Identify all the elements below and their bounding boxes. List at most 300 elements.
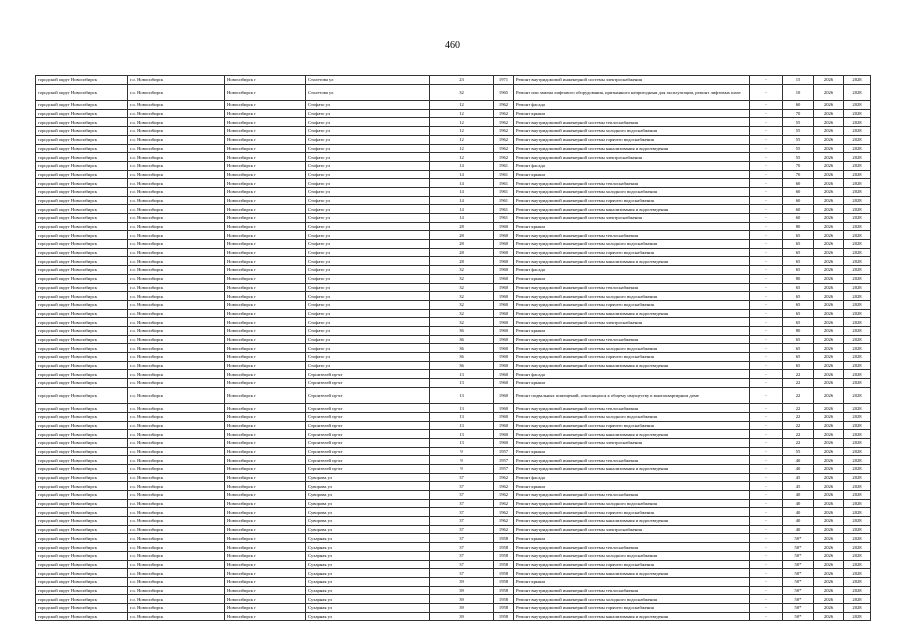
start-year-cell: 2026 bbox=[814, 196, 844, 205]
year-built-cell: 1962 bbox=[494, 473, 514, 482]
start-year-cell: 2026 bbox=[814, 447, 844, 456]
street-cell: Суворова ул bbox=[306, 517, 430, 526]
cost-cell: 15 bbox=[783, 76, 814, 85]
city-cell: Новосибирск г bbox=[225, 361, 306, 370]
start-year-cell: 2026 bbox=[814, 438, 844, 447]
work-type-cell: Ремонт крыши bbox=[514, 379, 750, 388]
work-type-cell: Ремонт внутридомовой инженерной системы электроснабжения bbox=[514, 438, 750, 447]
end-year-cell: 2028 bbox=[844, 577, 871, 586]
street-cell: Стофато ул bbox=[306, 240, 430, 249]
table-row bbox=[36, 491, 871, 500]
street-cell: Стофато ул bbox=[306, 257, 430, 266]
district-cell: г.о. Новосибирск bbox=[128, 144, 225, 153]
municipality-cell: городской округ Новосибирск bbox=[36, 595, 128, 604]
cost-cell: 10 bbox=[783, 84, 814, 100]
dash-cell: - bbox=[750, 283, 783, 292]
cost-cell: 65 bbox=[783, 283, 814, 292]
cost-cell: 70 bbox=[783, 109, 814, 118]
municipality-cell: городской округ Новосибирск bbox=[36, 370, 128, 379]
year-built-cell: 1965 bbox=[494, 84, 514, 100]
year-built-cell: 1962 bbox=[494, 118, 514, 127]
street-cell: Сухарная ул bbox=[306, 612, 430, 621]
dash-cell: - bbox=[750, 438, 783, 447]
start-year-cell: 2026 bbox=[814, 274, 844, 283]
dash-cell: - bbox=[750, 525, 783, 534]
end-year-cell: 2028 bbox=[844, 109, 871, 118]
city-cell: Новосибирск г bbox=[225, 612, 306, 621]
dash-cell: - bbox=[750, 118, 783, 127]
house-number-cell: 28 bbox=[430, 222, 494, 231]
municipality-cell: городской округ Новосибирск bbox=[36, 517, 128, 526]
street-cell: Стофато ул bbox=[306, 109, 430, 118]
district-cell: г.о. Новосибирск bbox=[128, 101, 225, 110]
house-number-cell: 14 bbox=[430, 196, 494, 205]
city-cell: Новосибирск г bbox=[225, 161, 306, 170]
cost-cell: 40 bbox=[783, 464, 814, 473]
city-cell: Новосибирск г bbox=[225, 387, 306, 403]
city-cell: Новосибирск г bbox=[225, 603, 306, 612]
work-type-cell: Ремонт фасада bbox=[514, 266, 750, 275]
house-number-cell: 28 bbox=[430, 240, 494, 249]
end-year-cell: 2028 bbox=[844, 144, 871, 153]
cost-cell: 22 bbox=[783, 430, 814, 439]
street-cell: Строителей пр-кт bbox=[306, 456, 430, 465]
cost-cell: 60 bbox=[783, 187, 814, 196]
start-year-cell: 2026 bbox=[814, 456, 844, 465]
city-cell: Новосибирск г bbox=[225, 248, 306, 257]
cost-cell: 22 bbox=[783, 421, 814, 430]
table-row bbox=[36, 248, 871, 257]
city-cell: Новосибирск г bbox=[225, 508, 306, 517]
street-cell: Строителей пр-кт bbox=[306, 404, 430, 413]
end-year-cell: 2028 bbox=[844, 153, 871, 162]
municipality-cell: городской округ Новосибирск bbox=[36, 603, 128, 612]
city-cell: Новосибирск г bbox=[225, 379, 306, 388]
dash-cell: - bbox=[750, 231, 783, 240]
work-type-cell: Ремонт внутридомовой инженерной системы холодного водоснабжения bbox=[514, 412, 750, 421]
cost-cell: 22 bbox=[783, 370, 814, 379]
municipality-cell: городской округ Новосибирск bbox=[36, 438, 128, 447]
year-built-cell: 1962 bbox=[494, 499, 514, 508]
end-year-cell: 2028 bbox=[844, 161, 871, 170]
district-cell: г.о. Новосибирск bbox=[128, 464, 225, 473]
house-number-cell: 9 bbox=[430, 447, 494, 456]
municipality-cell: городской округ Новосибирск bbox=[36, 456, 128, 465]
street-cell: Столетова ул bbox=[306, 76, 430, 85]
city-cell: Новосибирск г bbox=[225, 499, 306, 508]
district-cell: г.о. Новосибирск bbox=[128, 560, 225, 569]
year-built-cell: 1960 bbox=[494, 344, 514, 353]
city-cell: Новосибирск г bbox=[225, 187, 306, 196]
house-number-cell: 37 bbox=[430, 543, 494, 552]
district-cell: г.о. Новосибирск bbox=[128, 196, 225, 205]
start-year-cell: 2026 bbox=[814, 379, 844, 388]
street-cell: Стофато ул bbox=[306, 161, 430, 170]
year-built-cell: 1960 bbox=[494, 222, 514, 231]
start-year-cell: 2026 bbox=[814, 283, 844, 292]
start-year-cell: 2026 bbox=[814, 144, 844, 153]
street-cell: Сухарная ул bbox=[306, 543, 430, 552]
city-cell: Новосибирск г bbox=[225, 586, 306, 595]
work-type-cell: Ремонт внутридомовой инженерной системы канализования и водоотведения bbox=[514, 361, 750, 370]
dash-cell: - bbox=[750, 456, 783, 465]
district-cell: г.о. Новосибирск bbox=[128, 266, 225, 275]
dash-cell: - bbox=[750, 248, 783, 257]
district-cell: г.о. Новосибирск bbox=[128, 118, 225, 127]
cost-cell: 50* bbox=[783, 595, 814, 604]
table-row bbox=[36, 361, 871, 370]
city-cell: Новосибирск г bbox=[225, 404, 306, 413]
year-built-cell: 1958 bbox=[494, 560, 514, 569]
end-year-cell: 2028 bbox=[844, 240, 871, 249]
house-number-cell: 36 bbox=[430, 335, 494, 344]
municipality-cell: городской округ Новосибирск bbox=[36, 153, 128, 162]
start-year-cell: 2026 bbox=[814, 318, 844, 327]
district-cell: г.о. Новосибирск bbox=[128, 612, 225, 621]
start-year-cell: 2026 bbox=[814, 84, 844, 100]
work-type-cell: Ремонт внутридомовой инженерной системы горячего водоснабжения bbox=[514, 353, 750, 362]
end-year-cell: 2028 bbox=[844, 309, 871, 318]
end-year-cell: 2028 bbox=[844, 326, 871, 335]
municipality-cell: городской округ Новосибирск bbox=[36, 447, 128, 456]
municipality-cell: городской округ Новосибирск bbox=[36, 187, 128, 196]
city-cell: Новосибирск г bbox=[225, 344, 306, 353]
start-year-cell: 2026 bbox=[814, 266, 844, 275]
city-cell: Новосибирск г bbox=[225, 240, 306, 249]
house-number-cell: 32 bbox=[430, 84, 494, 100]
district-cell: г.о. Новосибирск bbox=[128, 240, 225, 249]
year-built-cell: 1960 bbox=[494, 274, 514, 283]
municipality-cell: городской округ Новосибирск bbox=[36, 412, 128, 421]
municipality-cell: городской округ Новосибирск bbox=[36, 161, 128, 170]
house-number-cell: 13 bbox=[430, 438, 494, 447]
municipality-cell: городской округ Новосибирск bbox=[36, 240, 128, 249]
work-type-cell: Ремонт внутридомовой инженерной системы электроснабжения bbox=[514, 318, 750, 327]
work-type-cell: Ремонт внутридомовой инженерной системы теплоснабжения bbox=[514, 586, 750, 595]
municipality-cell: городской округ Новосибирск bbox=[36, 612, 128, 621]
street-cell: Строителей пр-кт bbox=[306, 379, 430, 388]
city-cell: Новосибирск г bbox=[225, 318, 306, 327]
municipality-cell: городской округ Новосибирск bbox=[36, 257, 128, 266]
city-cell: Новосибирск г bbox=[225, 543, 306, 552]
table-row bbox=[36, 222, 871, 231]
street-cell: Суворова ул bbox=[306, 473, 430, 482]
cost-cell: 50* bbox=[783, 577, 814, 586]
house-number-cell: 14 bbox=[430, 187, 494, 196]
work-type-cell: Ремонт крыши bbox=[514, 170, 750, 179]
street-cell: Суворова ул bbox=[306, 499, 430, 508]
table-row bbox=[36, 300, 871, 309]
dash-cell: - bbox=[750, 214, 783, 223]
year-built-cell: 1958 bbox=[494, 595, 514, 604]
district-cell: г.о. Новосибирск bbox=[128, 84, 225, 100]
year-built-cell: 1962 bbox=[494, 491, 514, 500]
work-type-cell: Ремонт внутридомовой инженерной системы канализования и водоотведения bbox=[514, 205, 750, 214]
municipality-cell: городской округ Новосибирск bbox=[36, 101, 128, 110]
house-number-cell: 37 bbox=[430, 560, 494, 569]
table-row bbox=[36, 153, 871, 162]
year-built-cell: 1962 bbox=[494, 153, 514, 162]
house-number-cell: 37 bbox=[430, 525, 494, 534]
cost-cell: 65 bbox=[783, 266, 814, 275]
house-number-cell: 37 bbox=[430, 551, 494, 560]
district-cell: г.о. Новосибирск bbox=[128, 109, 225, 118]
start-year-cell: 2026 bbox=[814, 387, 844, 403]
city-cell: Новосибирск г bbox=[225, 222, 306, 231]
municipality-cell: городской округ Новосибирск bbox=[36, 421, 128, 430]
dash-cell: - bbox=[750, 534, 783, 543]
district-cell: г.о. Новосибирск bbox=[128, 551, 225, 560]
start-year-cell: 2026 bbox=[814, 205, 844, 214]
end-year-cell: 2028 bbox=[844, 179, 871, 188]
table-row bbox=[36, 196, 871, 205]
table-row bbox=[36, 283, 871, 292]
street-cell: Стофато ул bbox=[306, 179, 430, 188]
table-row bbox=[36, 161, 871, 170]
district-cell: г.о. Новосибирск bbox=[128, 274, 225, 283]
street-cell: Строителей пр-кт bbox=[306, 387, 430, 403]
year-built-cell: 1962 bbox=[494, 517, 514, 526]
municipality-cell: городской округ Новосибирск bbox=[36, 560, 128, 569]
house-number-cell: 39 bbox=[430, 595, 494, 604]
year-built-cell: 1960 bbox=[494, 309, 514, 318]
year-built-cell: 1960 bbox=[494, 438, 514, 447]
street-cell: Строителей пр-кт bbox=[306, 464, 430, 473]
house-number-cell: 13 bbox=[430, 370, 494, 379]
dash-cell: - bbox=[750, 464, 783, 473]
dash-cell: - bbox=[750, 569, 783, 578]
district-cell: г.о. Новосибирск bbox=[128, 499, 225, 508]
municipality-cell: городской округ Новосибирск bbox=[36, 508, 128, 517]
start-year-cell: 2026 bbox=[814, 569, 844, 578]
cost-cell: 80 bbox=[783, 274, 814, 283]
city-cell: Новосибирск г bbox=[225, 300, 306, 309]
district-cell: г.о. Новосибирск bbox=[128, 318, 225, 327]
start-year-cell: 2026 bbox=[814, 517, 844, 526]
table-row bbox=[36, 84, 871, 100]
table-row bbox=[36, 144, 871, 153]
city-cell: Новосибирск г bbox=[225, 144, 306, 153]
house-number-cell: 32 bbox=[430, 266, 494, 275]
municipality-cell: городской округ Новосибирск bbox=[36, 300, 128, 309]
municipality-cell: городской округ Новосибирск bbox=[36, 309, 128, 318]
table-row bbox=[36, 318, 871, 327]
start-year-cell: 2026 bbox=[814, 586, 844, 595]
city-cell: Новосибирск г bbox=[225, 577, 306, 586]
end-year-cell: 2028 bbox=[844, 353, 871, 362]
end-year-cell: 2028 bbox=[844, 560, 871, 569]
street-cell: Строителей пр-кт bbox=[306, 421, 430, 430]
dash-cell: - bbox=[750, 473, 783, 482]
dash-cell: - bbox=[750, 543, 783, 552]
year-built-cell: 1958 bbox=[494, 586, 514, 595]
table-row bbox=[36, 508, 871, 517]
table-row bbox=[36, 551, 871, 560]
district-cell: г.о. Новосибирск bbox=[128, 361, 225, 370]
municipality-cell: городской округ Новосибирск bbox=[36, 482, 128, 491]
street-cell: Сухарная ул bbox=[306, 586, 430, 595]
start-year-cell: 2026 bbox=[814, 231, 844, 240]
district-cell: г.о. Новосибирск bbox=[128, 283, 225, 292]
municipality-cell: городской округ Новосибирск bbox=[36, 344, 128, 353]
dash-cell: - bbox=[750, 430, 783, 439]
cost-cell: 65 bbox=[783, 257, 814, 266]
year-built-cell: 1962 bbox=[494, 144, 514, 153]
city-cell: Новосибирск г bbox=[225, 274, 306, 283]
cost-cell: 60 bbox=[783, 101, 814, 110]
work-type-cell: Ремонт крыши bbox=[514, 326, 750, 335]
dash-cell: - bbox=[750, 109, 783, 118]
end-year-cell: 2028 bbox=[844, 84, 871, 100]
cost-cell: 45 bbox=[783, 482, 814, 491]
work-type-cell: Ремонт внутридомовой инженерной системы теплоснабжения bbox=[514, 404, 750, 413]
end-year-cell: 2028 bbox=[844, 300, 871, 309]
city-cell: Новосибирск г bbox=[225, 84, 306, 100]
start-year-cell: 2026 bbox=[814, 421, 844, 430]
municipality-cell: городской округ Новосибирск bbox=[36, 292, 128, 301]
work-type-cell: Ремонт внутридомовой инженерной системы теплоснабжения bbox=[514, 118, 750, 127]
start-year-cell: 2026 bbox=[814, 187, 844, 196]
year-built-cell: 1962 bbox=[494, 482, 514, 491]
city-cell: Новосибирск г bbox=[225, 326, 306, 335]
district-cell: г.о. Новосибирск bbox=[128, 231, 225, 240]
dash-cell: - bbox=[750, 491, 783, 500]
table-row bbox=[36, 482, 871, 491]
table-row bbox=[36, 577, 871, 586]
street-cell: Стофато ул bbox=[306, 318, 430, 327]
municipality-cell: городской округ Новосибирск bbox=[36, 577, 128, 586]
dash-cell: - bbox=[750, 353, 783, 362]
table-row bbox=[36, 326, 871, 335]
street-cell: Стофато ул bbox=[306, 153, 430, 162]
municipality-cell: городской округ Новосибирск bbox=[36, 387, 128, 403]
municipality-cell: городской округ Новосибирск bbox=[36, 283, 128, 292]
end-year-cell: 2028 bbox=[844, 525, 871, 534]
municipality-cell: городской округ Новосибирск bbox=[36, 118, 128, 127]
work-type-cell: Ремонт внутридомовой инженерной системы холодного водоснабжения bbox=[514, 240, 750, 249]
work-type-cell: Ремонт подвальных помещений, относящихся к общему имуществу в многоквартирном доме bbox=[514, 387, 750, 403]
year-built-cell: 1961 bbox=[494, 179, 514, 188]
district-cell: г.о. Новосибирск bbox=[128, 179, 225, 188]
cost-cell: 65 bbox=[783, 300, 814, 309]
start-year-cell: 2026 bbox=[814, 525, 844, 534]
work-type-cell: Ремонт внутридомовой инженерной системы теплоснабжения bbox=[514, 543, 750, 552]
municipality-cell: городской округ Новосибирск bbox=[36, 76, 128, 85]
table-row bbox=[36, 438, 871, 447]
year-built-cell: 1960 bbox=[494, 257, 514, 266]
cost-cell: 70 bbox=[783, 161, 814, 170]
end-year-cell: 2028 bbox=[844, 387, 871, 403]
district-cell: г.о. Новосибирск bbox=[128, 412, 225, 421]
cost-cell: 60 bbox=[783, 179, 814, 188]
year-built-cell: 1960 bbox=[494, 240, 514, 249]
street-cell: Стофато ул bbox=[306, 266, 430, 275]
city-cell: Новосибирск г bbox=[225, 205, 306, 214]
end-year-cell: 2028 bbox=[844, 344, 871, 353]
dash-cell: - bbox=[750, 551, 783, 560]
work-type-cell: Ремонт крыши bbox=[514, 534, 750, 543]
dash-cell: - bbox=[750, 300, 783, 309]
year-built-cell: 1960 bbox=[494, 370, 514, 379]
start-year-cell: 2026 bbox=[814, 300, 844, 309]
street-cell: Стофато ул bbox=[306, 248, 430, 257]
start-year-cell: 2026 bbox=[814, 491, 844, 500]
municipality-cell: городской округ Новосибирск bbox=[36, 274, 128, 283]
municipality-cell: городской округ Новосибирск bbox=[36, 326, 128, 335]
work-type-cell: Ремонт внутридомовой инженерной системы теплоснабжения bbox=[514, 283, 750, 292]
table-row bbox=[36, 76, 871, 85]
start-year-cell: 2026 bbox=[814, 127, 844, 136]
house-number-cell: 13 bbox=[430, 412, 494, 421]
dash-cell: - bbox=[750, 482, 783, 491]
start-year-cell: 2026 bbox=[814, 430, 844, 439]
street-cell: Стофато ул bbox=[306, 127, 430, 136]
dash-cell: - bbox=[750, 326, 783, 335]
start-year-cell: 2026 bbox=[814, 560, 844, 569]
year-built-cell: 1958 bbox=[494, 612, 514, 621]
start-year-cell: 2026 bbox=[814, 595, 844, 604]
street-cell: Стофато ул bbox=[306, 222, 430, 231]
work-type-cell: Ремонт внутридомовой инженерной системы горячего водоснабжения bbox=[514, 196, 750, 205]
work-type-cell: Ремонт внутридомовой инженерной системы горячего водоснабжения bbox=[514, 421, 750, 430]
work-type-cell: Ремонт внутридомовой инженерной системы теплоснабжения bbox=[514, 456, 750, 465]
city-cell: Новосибирск г bbox=[225, 525, 306, 534]
district-cell: г.о. Новосибирск bbox=[128, 257, 225, 266]
house-number-cell: 12 bbox=[430, 109, 494, 118]
cost-cell: 65 bbox=[783, 353, 814, 362]
city-cell: Новосибирск г bbox=[225, 170, 306, 179]
house-number-cell: 36 bbox=[430, 361, 494, 370]
year-built-cell: 1962 bbox=[494, 101, 514, 110]
city-cell: Новосибирск г bbox=[225, 109, 306, 118]
year-built-cell: 1960 bbox=[494, 231, 514, 240]
year-built-cell: 1958 bbox=[494, 603, 514, 612]
district-cell: г.о. Новосибирск bbox=[128, 517, 225, 526]
city-cell: Новосибирск г bbox=[225, 447, 306, 456]
municipality-cell: городской округ Новосибирск bbox=[36, 84, 128, 100]
district-cell: г.о. Новосибирск bbox=[128, 482, 225, 491]
house-number-cell: 13 bbox=[430, 421, 494, 430]
end-year-cell: 2028 bbox=[844, 257, 871, 266]
dash-cell: - bbox=[750, 179, 783, 188]
municipality-cell: городской округ Новосибирск bbox=[36, 266, 128, 275]
work-type-cell: Ремонт крыши bbox=[514, 482, 750, 491]
table-row bbox=[36, 109, 871, 118]
district-cell: г.о. Новосибирск bbox=[128, 456, 225, 465]
end-year-cell: 2028 bbox=[844, 101, 871, 110]
street-cell: Стофато ул bbox=[306, 187, 430, 196]
work-type-cell: Ремонт крыши bbox=[514, 274, 750, 283]
table-row bbox=[36, 274, 871, 283]
district-cell: г.о. Новосибирск bbox=[128, 153, 225, 162]
year-built-cell: 1961 bbox=[494, 170, 514, 179]
house-number-cell: 39 bbox=[430, 612, 494, 621]
municipality-cell: городской округ Новосибирск bbox=[36, 499, 128, 508]
dash-cell: - bbox=[750, 135, 783, 144]
cost-cell: 80 bbox=[783, 222, 814, 231]
end-year-cell: 2028 bbox=[844, 473, 871, 482]
street-cell: Суворова ул bbox=[306, 525, 430, 534]
district-cell: г.о. Новосибирск bbox=[128, 309, 225, 318]
district-cell: г.о. Новосибирск bbox=[128, 508, 225, 517]
district-cell: г.о. Новосибирск bbox=[128, 127, 225, 136]
end-year-cell: 2028 bbox=[844, 361, 871, 370]
house-number-cell: 13 bbox=[430, 379, 494, 388]
street-cell: Стофато ул bbox=[306, 300, 430, 309]
street-cell: Стофато ул bbox=[306, 196, 430, 205]
end-year-cell: 2028 bbox=[844, 266, 871, 275]
work-type-cell: Ремонт внутридомовой инженерной системы горячего водоснабжения bbox=[514, 508, 750, 517]
